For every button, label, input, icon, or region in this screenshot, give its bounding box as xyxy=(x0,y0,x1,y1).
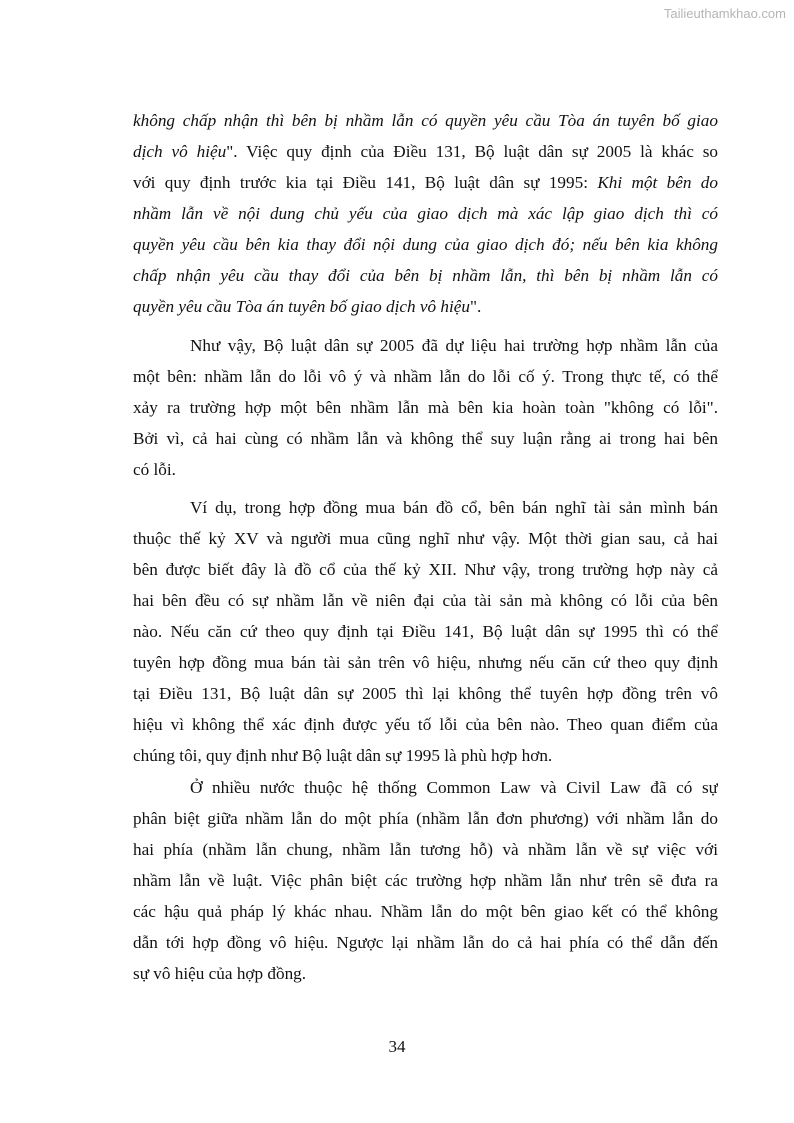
text-line xyxy=(133,136,718,167)
paragraph-4 xyxy=(133,772,718,989)
plain-text: ". Việc quy định của Điều 131, Bộ luật dân sự 2005 là khác so xyxy=(226,142,718,161)
text-line: hiệu vì không thể xác định được yếu tố lỗi của bên nào. Theo quan điểm của xyxy=(133,715,718,734)
text-line xyxy=(133,167,718,198)
text-line: tuyên hợp đồng mua bán tài sản trên vô hiệu, nhưng nếu căn cứ theo quy định xyxy=(133,653,718,672)
page-number: 34 xyxy=(388,1037,406,1056)
plain-text: với quy định trước kia tại Điều 141, Bộ luật dân sự 1995: xyxy=(133,173,598,192)
text-line: Ví dụ, trong hợp đồng mua bán đồ cổ, bên bán nghĩ tài sản mình bán xyxy=(190,498,718,517)
text-line: một bên: nhầm lẫn do lỗi vô ý và nhầm lẫn do lỗi cố ý. Trong thực tế, có thể xyxy=(133,367,718,386)
italic-text: dịch vô hiệu xyxy=(133,142,227,161)
text-line: không chấp nhận thì bên bị nhầm lẫn có quyền yêu cầu Tòa án tuyên bố giao xyxy=(133,111,718,130)
text-line: nhầm lẫn về nội dung chủ yếu của giao dịch mà xác lập giao dịch thì có xyxy=(133,204,718,223)
italic-text: quyền yêu cầu Tòa án tuyên bố giao dịch vô hiệu xyxy=(133,297,470,316)
text-line: phân biệt giữa nhầm lẫn do một phía (nhầm lẫn đơn phương) với nhầm lẫn do xyxy=(133,809,718,828)
text-line: chúng tôi, quy định như Bộ luật dân sự 1995 là phù hợp hơn. xyxy=(133,746,553,765)
italic-text: Khi một bên do xyxy=(597,173,718,192)
text-line: quyền yêu cầu bên kia thay đổi nội dung của giao dịch đó; nếu bên kia không xyxy=(133,235,718,254)
plain-text: ". xyxy=(469,297,482,316)
text-line: xảy ra trường hợp một bên nhầm lẫn mà bên kia hoàn toàn "không có lỗi". xyxy=(133,398,718,417)
text-line: nào. Nếu căn cứ theo quy định tại Điều 141, Bộ luật dân sự 1995 thì có thể xyxy=(133,622,718,641)
text-line: bên được biết đây là đồ cổ của thế kỷ XII. Như vậy, trong trường hợp này cả xyxy=(133,560,718,579)
watermark: Tailieuthamkhao.com xyxy=(663,6,786,21)
text-line: chấp nhận yêu cầu thay đổi của bên bị nhầm lẫn, thì bên bị nhầm lẫn có xyxy=(133,266,718,285)
text-line: tại Điều 131, Bộ luật dân sự 2005 thì lại không thể tuyên hợp đồng trên vô xyxy=(133,684,718,703)
text-line xyxy=(133,291,718,322)
paragraph-1 xyxy=(133,105,718,322)
text-line: Ở nhiều nước thuộc hệ thống Common Law và Civil Law đã có sự xyxy=(190,778,718,797)
paragraph-3 xyxy=(133,492,718,771)
text-line: Bởi vì, cả hai cùng có nhầm lẫn và không thể suy luận rằng ai trong hai bên xyxy=(133,429,718,448)
text-line: các hậu quả pháp lý khác nhau. Nhầm lẫn do một bên giao kết có thể không xyxy=(133,902,718,921)
text-line: có lỗi. xyxy=(133,460,176,479)
text-line: Như vậy, Bộ luật dân sự 2005 đã dự liệu hai trường hợp nhầm lẫn của xyxy=(190,336,718,355)
text-line: sự vô hiệu của hợp đồng. xyxy=(133,964,307,983)
text-line: dẫn tới hợp đồng vô hiệu. Ngược lại nhầm lẫn do cả hai phía có thể dẫn đến xyxy=(133,933,718,952)
paragraph-2 xyxy=(133,330,718,485)
text-line: hai bên đều có sự nhầm lẫn về niên đại của tài sản mà không có lỗi của bên xyxy=(133,591,718,610)
text-line: nhầm lẫn về luật. Việc phân biệt các trường hợp nhầm lẫn như trên sẽ đưa ra xyxy=(133,871,718,890)
text-line: thuộc thế kỷ XV và người mua cũng nghĩ như vậy. Một thời gian sau, cả hai xyxy=(133,529,718,548)
text-line: hai phía (nhầm lẫn chung, nhầm lẫn tương hỗ) và nhầm lẫn về sự việc với xyxy=(133,840,718,859)
